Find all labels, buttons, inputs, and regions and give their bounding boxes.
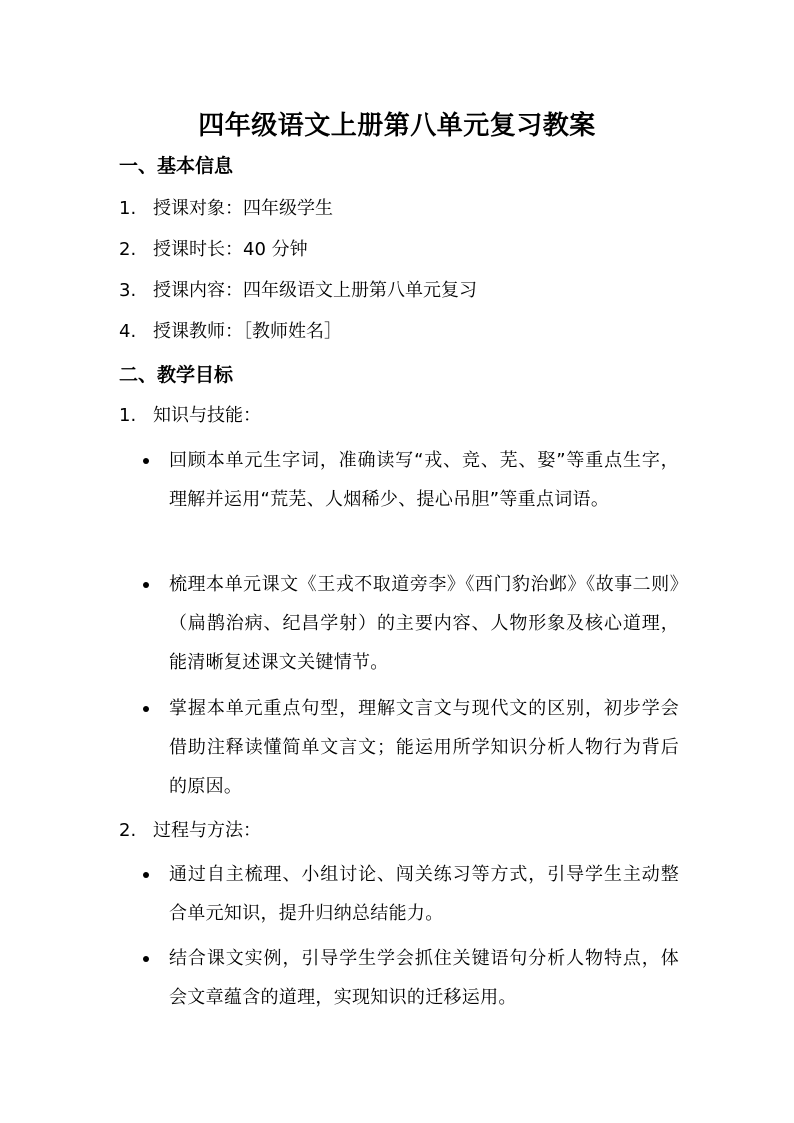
basic-info-item	[119, 237, 308, 263]
section-heading-basic-info: 一、基本信息	[119, 155, 234, 177]
item-text: 授课教师：［教师姓名］	[153, 321, 342, 342]
item-number: 3.	[119, 280, 137, 301]
basic-info-item	[119, 196, 333, 222]
bullet-text: 梳理本单元课文《王戎不取道旁李》《西门豹治邺》《故事二则》（扁鹊治病、纪昌学射）的主要内容、人物形象及核心道理，能清晰复述课文关键情节。	[169, 574, 679, 673]
bullet-dot-icon	[143, 706, 149, 712]
item-number: 4.	[119, 321, 137, 342]
basic-info-item	[119, 278, 477, 304]
item-text: 授课时长：40 分钟	[153, 239, 308, 260]
bullet-text: 结合课文实例，引导学生学会抓住关键语句分析人物特点，体会文章蕴含的道理，实现知识的迁移运用。	[169, 948, 679, 1008]
item-text: 知识与技能：	[153, 405, 261, 426]
item-text: 授课对象：四年级学生	[153, 198, 333, 219]
item-number: 2.	[119, 239, 137, 260]
goal-subheading-process	[119, 818, 261, 844]
section-heading-teaching-goals: 二、教学目标	[119, 364, 234, 386]
bullet-dot-icon	[143, 956, 149, 962]
basic-info-item	[119, 319, 342, 345]
item-number: 1.	[119, 198, 137, 219]
item-number: 2.	[119, 820, 137, 841]
bullet-dot-icon	[143, 582, 149, 588]
item-text: 授课内容：四年级语文上册第八单元复习	[153, 280, 477, 301]
page-title: 四年级语文上册第八单元复习教案	[198, 111, 596, 141]
bullet-dot-icon	[143, 872, 149, 878]
bullet-text: 回顾本单元生字词，准确读写“戎、竞、芜、娶”等重点生字，理解并运用“荒芜、人烟稀少、提心吊胆”等重点词语。	[169, 450, 679, 510]
bullet-dot-icon	[143, 458, 149, 464]
goal-subheading-knowledge	[119, 403, 261, 429]
bullet-text: 通过自主梳理、小组讨论、闯关练习等方式，引导学生主动整合单元知识，提升归纳总结能力。	[169, 864, 679, 924]
item-text: 过程与方法：	[153, 820, 261, 841]
item-number: 1.	[119, 405, 137, 426]
bullet-text: 掌握本单元重点句型，理解文言文与现代文的区别，初步学会借助注释读懂简单文言文；能运用所学知识分析人物行为背后的原因。	[169, 698, 679, 797]
